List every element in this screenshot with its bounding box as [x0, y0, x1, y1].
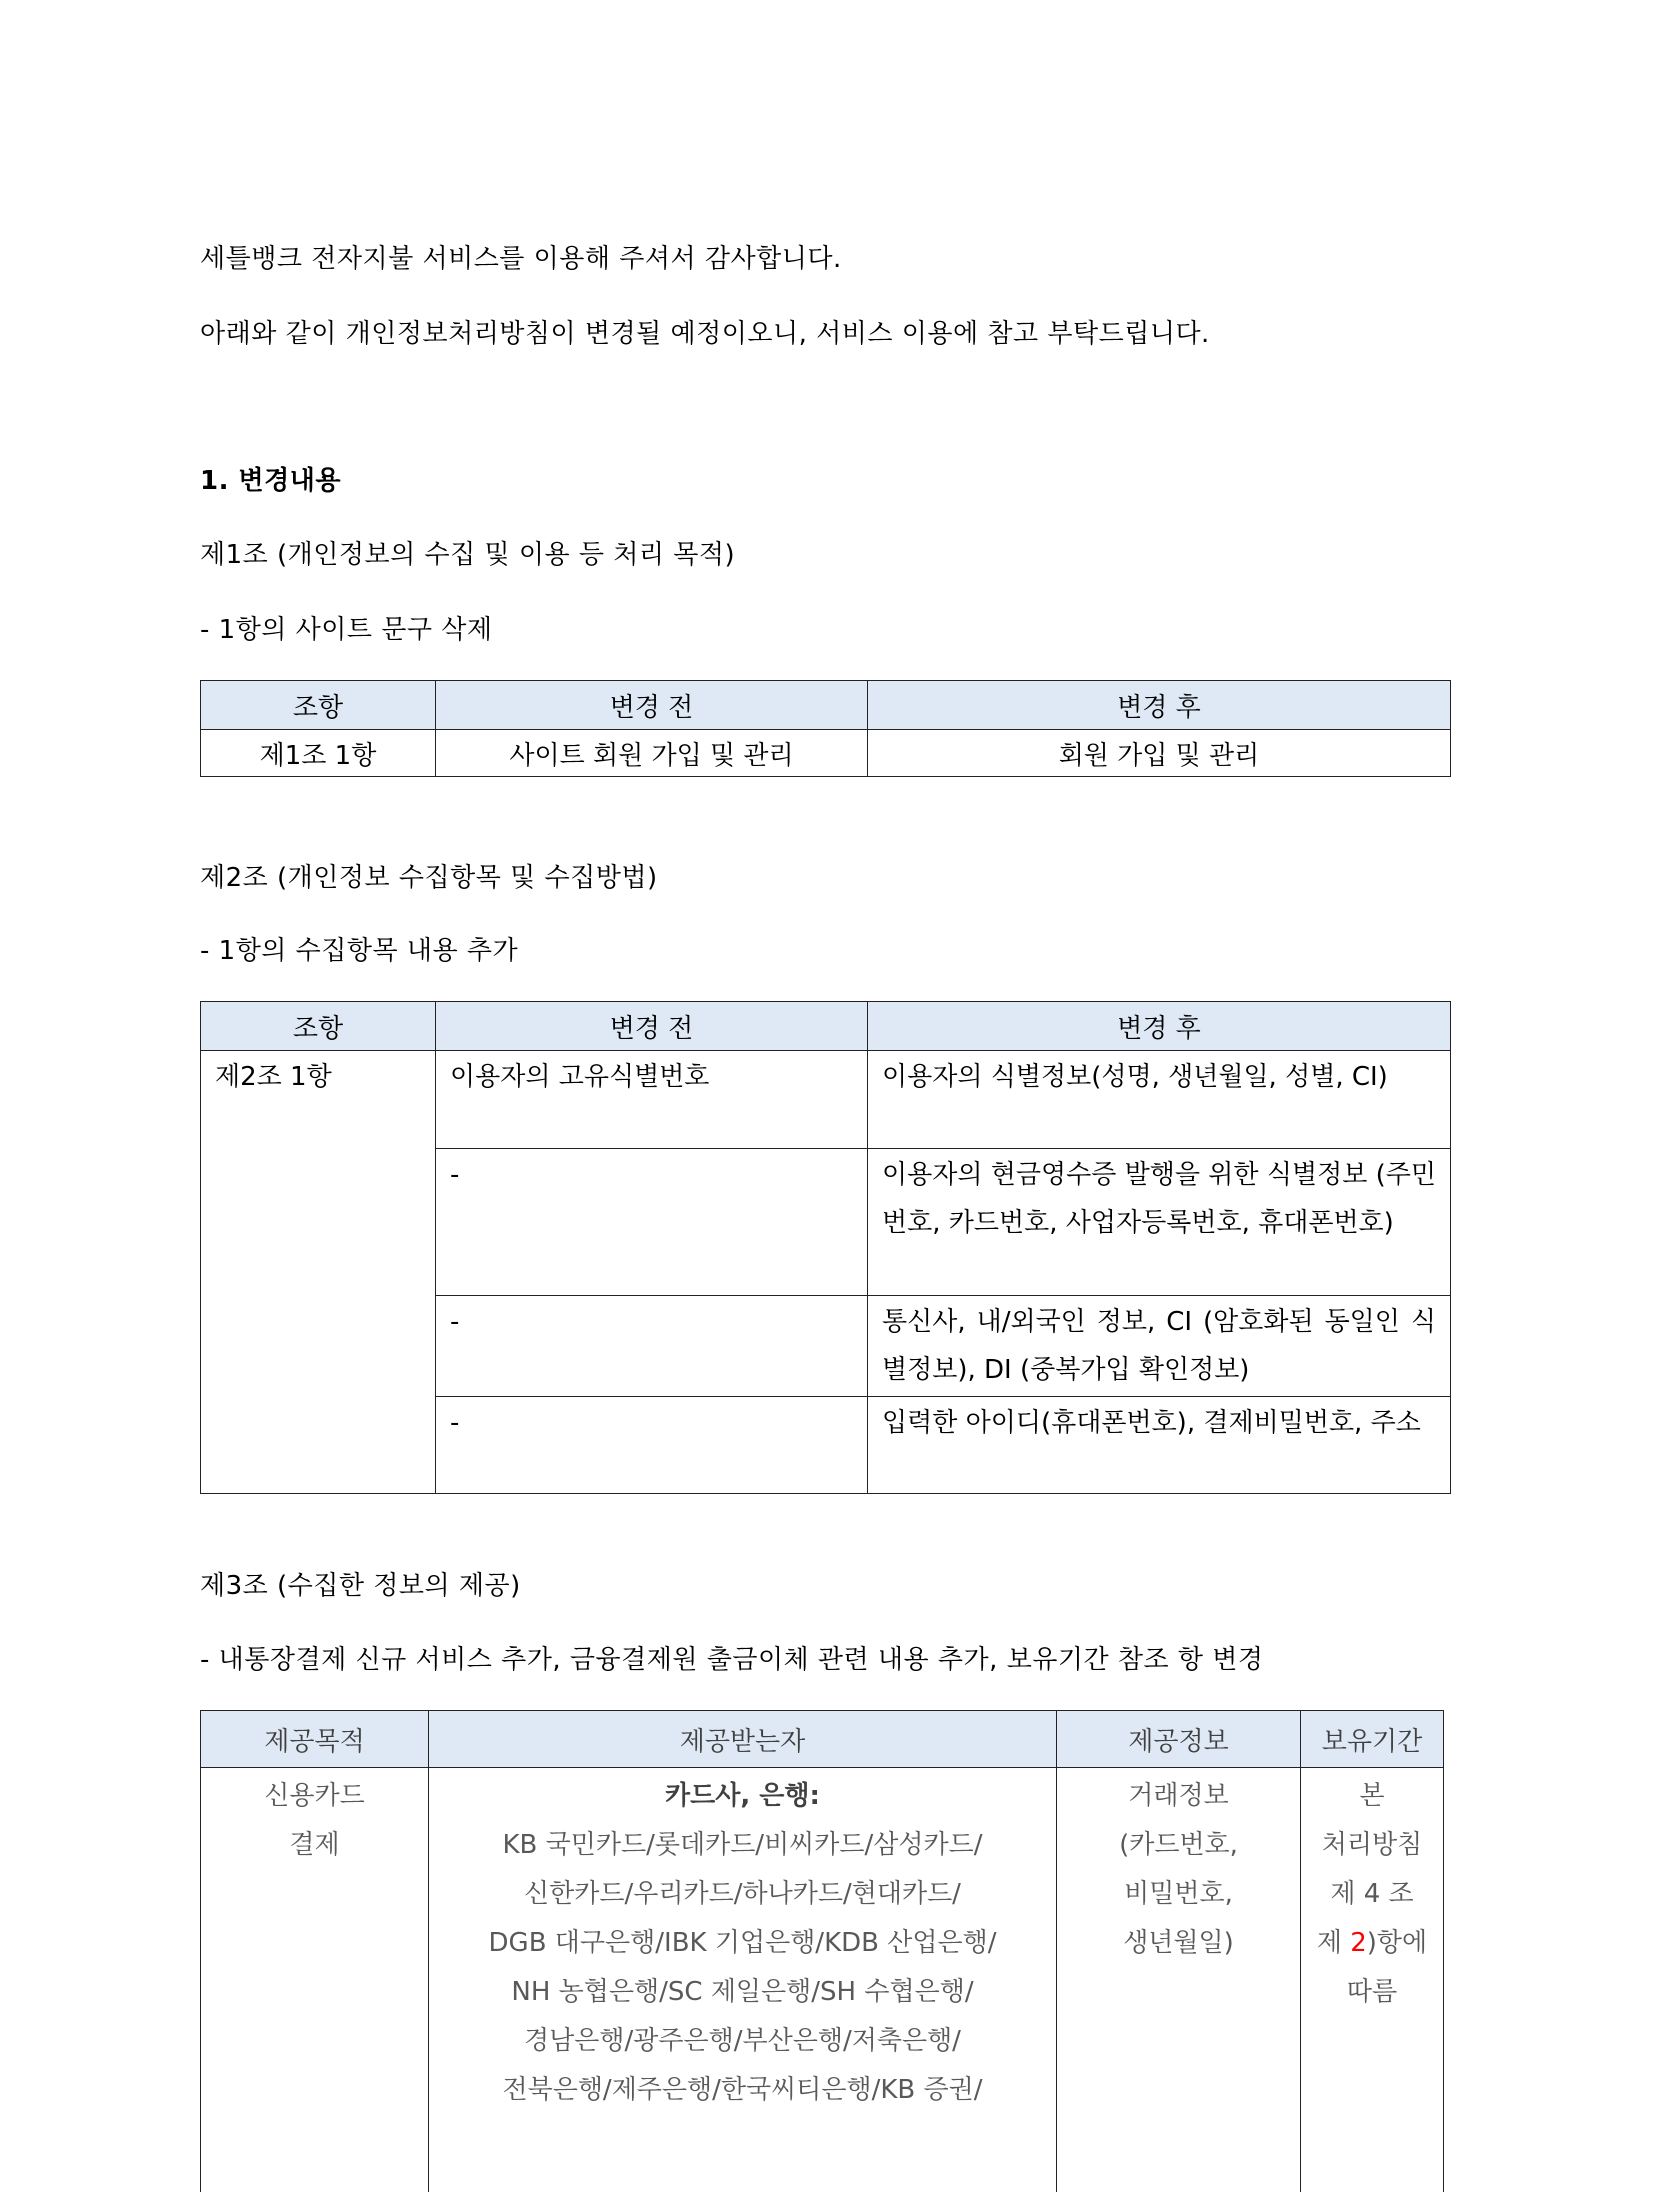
- cell-purpose: [201, 1768, 429, 2192]
- header-info: 제공정보: [1057, 1711, 1301, 1768]
- retention-highlight: 2: [1350, 1928, 1367, 1958]
- purpose-line: 결제: [209, 1821, 420, 1870]
- cell-before: 이용자의 고유식별번호: [436, 1051, 868, 1149]
- retention-line: 제 4 조: [1309, 1870, 1435, 1919]
- header-recipient: 제공받는자: [429, 1711, 1057, 1768]
- cell-clause: 제2조 1항: [201, 1051, 436, 1494]
- cell-after: 회원 가입 및 관리: [868, 730, 1451, 777]
- table-row: [201, 1051, 1451, 1149]
- header-after: 변경 후: [868, 1002, 1451, 1051]
- cell-after: 입력한 아이디(휴대폰번호), 결제비밀번호, 주소: [868, 1397, 1451, 1494]
- header-clause: 조항: [201, 681, 436, 730]
- cell-before: -: [436, 1296, 868, 1397]
- purpose-line: 신용카드: [209, 1772, 420, 1821]
- article3-title: 제3조 (수집한 정보의 제공): [200, 1568, 521, 1604]
- header-retention: 보유기간: [1301, 1711, 1444, 1768]
- section-heading: 1. 변경내용: [200, 463, 341, 499]
- recipient-line: DGB 대구은행/IBK 기업은행/KDB 산업은행/: [437, 1919, 1048, 1968]
- retention-line: 본: [1309, 1772, 1435, 1821]
- cell-before: -: [436, 1149, 868, 1296]
- cell-after: 이용자의 현금영수증 발행을 위한 식별정보 (주민번호, 카드번호, 사업자등록번호, 휴대폰번호): [868, 1149, 1451, 1296]
- article1-title: 제1조 (개인정보의 수집 및 이용 등 처리 목적): [200, 537, 735, 573]
- table-header-row: [201, 1002, 1451, 1051]
- header-before: 변경 전: [436, 1002, 868, 1051]
- info-line: 거래정보: [1065, 1772, 1292, 1821]
- article3-note: - 내통장결제 신규 서비스 추가, 금융결제원 출금이체 관련 내용 추가, 보유기간 참조 항 변경: [200, 1642, 1264, 1678]
- info-line: 생년월일): [1065, 1919, 1292, 1968]
- article3-table: [200, 1710, 1444, 2192]
- recipient-line: NH 농협은행/SC 제일은행/SH 수협은행/: [437, 1968, 1048, 2017]
- recipient-line: 전북은행/제주은행/한국씨티은행/KB 증권/: [437, 2066, 1048, 2115]
- intro-line-1: 세틀뱅크 전자지불 서비스를 이용해 주셔서 감사합니다.: [200, 241, 842, 277]
- cell-after: 통신사, 내/외국인 정보, CI (암호화된 동일인 식별정보), DI (중복가입 확인정보): [868, 1296, 1451, 1397]
- table-header-row: [201, 1711, 1444, 1768]
- article1-note: - 1항의 사이트 문구 삭제: [200, 612, 493, 648]
- retention-line: [1309, 1919, 1435, 1968]
- cell-before: 사이트 회원 가입 및 관리: [436, 730, 868, 777]
- info-line: (카드번호,: [1065, 1821, 1292, 1870]
- cell-recipient: [429, 1768, 1057, 2192]
- article2-title: 제2조 (개인정보 수집항목 및 수집방법): [200, 860, 658, 896]
- article2-table: [200, 1001, 1451, 1494]
- retention-line: 처리방침: [1309, 1821, 1435, 1870]
- recipient-line: 신한카드/우리카드/하나카드/현대카드/: [437, 1870, 1048, 1919]
- article1-table: [200, 680, 1451, 777]
- recipient-title: 카드사, 은행:: [437, 1772, 1048, 1821]
- cell-info: [1057, 1768, 1301, 2192]
- header-before: 변경 전: [436, 681, 868, 730]
- article2-note: - 1항의 수집항목 내용 추가: [200, 933, 518, 969]
- retention-line: 따름: [1309, 1968, 1435, 2017]
- recipient-line: KB 국민카드/롯데카드/비씨카드/삼성카드/: [437, 1821, 1048, 1870]
- header-clause: 조항: [201, 1002, 436, 1051]
- header-after: 변경 후: [868, 681, 1451, 730]
- cell-retention: [1301, 1768, 1444, 2192]
- header-purpose: 제공목적: [201, 1711, 429, 1768]
- info-line: 비밀번호,: [1065, 1870, 1292, 1919]
- retention-text: )항에: [1367, 1928, 1427, 1958]
- recipient-line: 경남은행/광주은행/부산은행/저축은행/: [437, 2017, 1048, 2066]
- intro-line-2: 아래와 같이 개인정보처리방침이 변경될 예정이오니, 서비스 이용에 참고 부탁드립니다.: [200, 316, 1210, 352]
- retention-text: 제: [1317, 1928, 1350, 1958]
- table-header-row: [201, 681, 1451, 730]
- cell-clause: 제1조 1항: [201, 730, 436, 777]
- cell-before: -: [436, 1397, 868, 1494]
- table-row: [201, 730, 1451, 777]
- table-row: [201, 1768, 1444, 2192]
- cell-after: 이용자의 식별정보(성명, 생년월일, 성별, CI): [868, 1051, 1451, 1149]
